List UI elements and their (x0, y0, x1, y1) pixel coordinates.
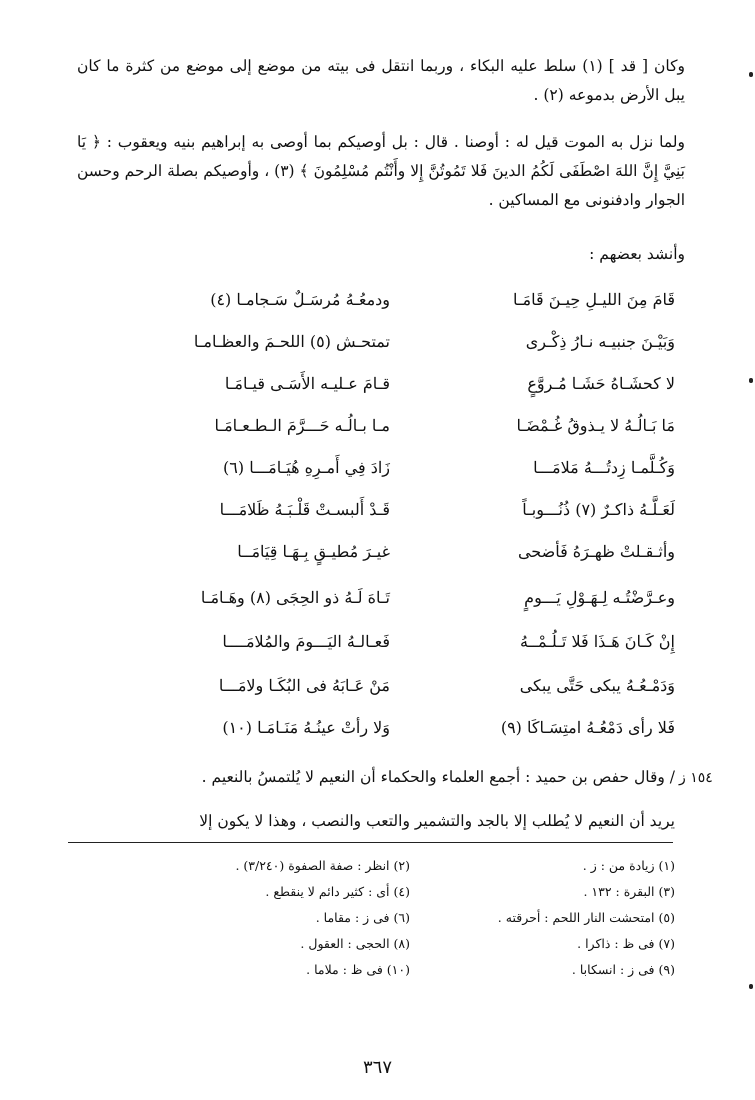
verse-3-left: قـامَ عـليـه الأَسَـى قيـامَـا (224, 374, 390, 393)
verse-9-left: فَعـالـهُ اليَـــومَ والمُلامَــــا (222, 632, 390, 651)
scan-edge-mark (749, 378, 753, 383)
verse-1-left: ودمعُـهُ مُرسَـلٌ سَـجامـا (٤) (210, 290, 390, 309)
verse-7-left: غيـرَ مُطيـقٍ بِـهَـا قِيَامَــا (237, 542, 390, 561)
verse-10-left: مَنْ عَـابَهُ فى البُكَـا ولامَـــا (218, 676, 390, 695)
footnote-9: (٩) فى ز : انسكابا . (571, 962, 675, 977)
footnote-8: (٨) الحجى : العقول . (300, 936, 410, 951)
paragraph-1: وكان [ قد ] (١) سلط عليه البكاء ، وربما انتقل فى بيته من موضع إلى موضع من كثرة ما كان يبل الأرض بدموعه (٢) . (77, 57, 685, 104)
verse-10-right: وَدَمْـعُـهُ يبكى حَتَّى يبكى (519, 676, 675, 695)
paragraph-5: يريد أن النعيم لا يُطلب إلا بالجد والتشمير والتعب والنصب ، وهذا لا يكون إلا (199, 812, 675, 830)
verse-11-left: وَلا رأتْ عينُـهُ مَنَـامَـا (١٠) (222, 718, 390, 737)
footnote-6: (٦) فى ز : مقاما . (315, 910, 410, 925)
verse-6-right: لَعَـلَّـهُ ذاكـرٌ (٧) ذُنُـــوبـاً (522, 500, 675, 519)
page-number: ٣٦٧ (362, 1057, 392, 1078)
verse-7-right: وأثـقـلتْ ظهـرَهُ فَأضحى (517, 542, 675, 561)
verse-5-right: وَكُـلَّمـا زِدتُـــهُ مَلامَـــا (533, 458, 675, 477)
verse-3-right: لا كحشَـاهُ حَشَـا مُـروَّعٍ (527, 374, 675, 393)
scan-edge-mark (749, 72, 753, 77)
verse-8-left: تَـاهَ لَـهُ ذو الحِجَى (٨) وهَـامَـا (200, 588, 390, 607)
verse-2-right: وَبَيْـنَ جنبيـه نـارُ ذِكْـرى (525, 332, 675, 351)
verse-4-right: مَا بَـالُـهُ لا يـذوقُ غُـمْضَـا (516, 416, 675, 435)
footnote-7: (٧) فى ظ : ذاكرا . (577, 936, 675, 951)
manuscript-folio-note: ١٥٤ ز (679, 770, 713, 786)
footnote-2: (٢) انظر : صفة الصفوة (٣/٢٤٠) . (235, 858, 410, 873)
verse-1-right: قَامَ مِنَ الليـلِ حِيـنَ قَامَـا (512, 290, 675, 309)
verse-9-right: إِنْ كَـانَ هَـذَا فَلا تَـلُـمْــهُ (520, 632, 675, 651)
footnote-10: (١٠) فى ظ : ملاما . (306, 962, 410, 977)
paragraph-2: ولما نزل به الموت قيل له : أوصنا . قال : بل أوصيكم بما أوصى به إبراهيم بنيه ويعقوب : ﴿ يَا بَنِيَّ إِنَّ اللهَ اصْطَفَى لَكُمُ الدينَ فَلا تَمُوتُنَّ إِلا وأَنْتُم مُسْلِمُونَ ﴾ (٣) ، وأوصيكم بصلة الرحم وحسن الجوار وادفنونى مع المساكين . (77, 133, 685, 209)
verse-5-left: زَادَ فِي أَمـرِهِ هُيَـامَـــا (٦) (223, 458, 390, 477)
paragraph-3-intro: وأنشد بعضهم : (589, 245, 685, 263)
verse-2-left: تمتحـش (٥) اللحـمَ والعظـامـا (193, 332, 390, 351)
verse-8-right: وعـرَّضْتُـه لِـهَـوْلِ يَـــومٍ (524, 588, 675, 607)
verse-6-left: قَـدْ أَلبسـتْ قَلْـبَـهُ ظَلامَـــا (219, 500, 390, 519)
verse-11-right: فَلا رأى دَمْعُـهُ امتِسَـاكَا (٩) (500, 718, 675, 737)
footnote-1: (١) زيادة من : ز . (582, 858, 675, 873)
footnote-divider (68, 842, 673, 843)
footnote-3: (٣) البقرة : ١٣٢ . (583, 884, 675, 899)
verse-4-left: مـا بـالُـه حَـــرَّمَ الـطـعـامَـا (214, 416, 390, 435)
footnote-4: (٤) أى : كثير دائم لا ينقطع . (265, 884, 410, 899)
paragraph-4: / وقال حفص بن حميد : أجمع العلماء والحكماء أن النعيم لا يُلتمسُ بالنعيم . (201, 768, 675, 786)
scan-edge-mark (749, 984, 753, 989)
footnote-5: (٥) امتحشت النار اللحم : أحرقته . (497, 910, 675, 925)
